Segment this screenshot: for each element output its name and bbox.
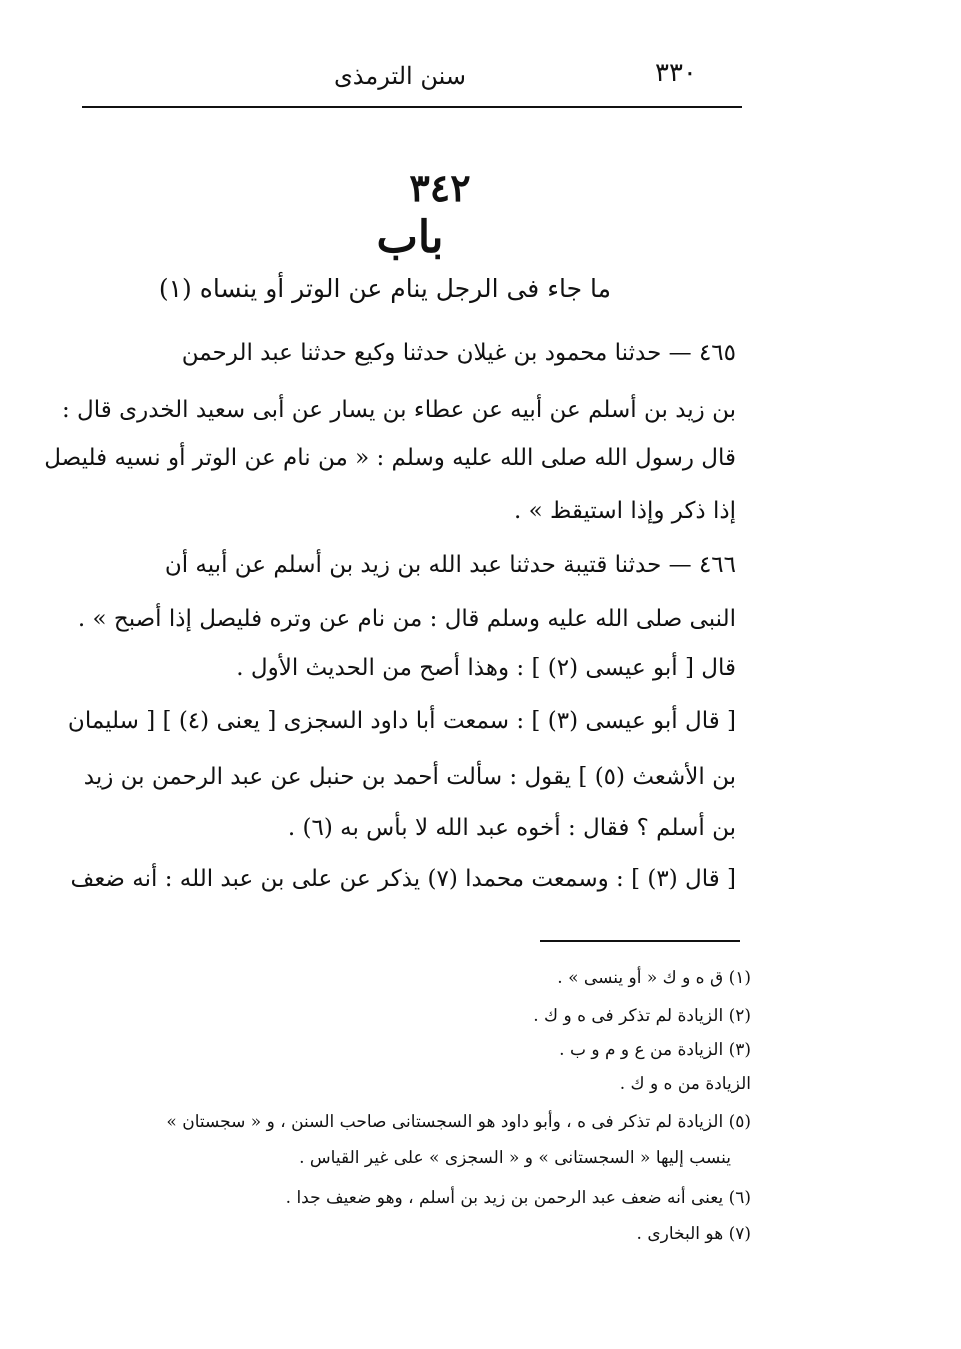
hadith-466-line-1: ٤٦٦ — حدثنا قتيبة حدثنا عبد الله بن زيد بن أسلم عن أبيه أن — [164, 552, 736, 578]
footnote-5-line-1: (٥) الزيادة لم تذكر فى ه ، وأبو داود هو السجستانى صاحب السنن ، و « سجستان » — [166, 1112, 751, 1132]
header-rule — [82, 106, 742, 108]
hadith-465-line-1: ٤٦٥ — حدثنا محمود بن غيلان حدثنا وكيع حدثنا عبد الرحمن — [181, 340, 736, 366]
footnote-5-line-2: ينسب إليها « السجستانى » و « السجزى » على غير القياس . — [299, 1148, 731, 1168]
hadith-465-line-3: قال رسول الله صلى الله عليه وسلم : « من نام عن الوتر أو نسيه فليصل — [44, 445, 736, 471]
footnote-7: (٧) هو البخارى . — [636, 1224, 751, 1244]
section-heading: باب — [376, 212, 444, 263]
commentary-line-5: [ قال (٣) ] : وسمعت محمدا (٧) يذكر عن على بن عبد الله : أنه ضعف — [70, 866, 736, 892]
footnote-6: (٦) يعنى أنه ضعف عبد الرحمن بن زيد بن أسلم ، وهو ضعيف جدا . — [285, 1188, 751, 1208]
running-title: سنن الترمذى — [334, 62, 466, 90]
footnote-2: (٢) الزيادة لم تذكر فى ه و ك . — [533, 1006, 751, 1026]
commentary-line-3: بن الأشعث (٥) ] يقول : سألت أحمد بن حنبل عن عبد الرحمن بن زيد — [83, 764, 736, 790]
footnote-1: (١) ق ه و ك « أو ينسى » . — [557, 968, 751, 988]
commentary-line-1: قال [ أبو عيسى (٢) ] : وهذا أصح من الحديث الأول . — [236, 655, 736, 681]
section-subtitle: ما جاء فى الرجل ينام عن الوتر أو ينساه (١) — [158, 274, 611, 303]
commentary-line-2: [ قال أبو عيسى (٣) ] : سمعت أبا داود السجزى [ يعنى (٤) ] [ سليمان — [67, 708, 736, 734]
hadith-465-line-2: بن زيد بن أسلم عن أبيه عن عطاء بن يسار عن أبى سعيد الخدرى قال : — [62, 397, 736, 423]
commentary-line-4: بن أسلم ؟ فقال : أخوه عبد الله لا بأس به (٦) . — [287, 815, 736, 841]
section-number: ٣٤٢ — [409, 165, 471, 210]
page-number: ٣٣٠ — [655, 58, 697, 88]
hadith-465-line-4: إذا ذكر وإذا استيقظ » . — [514, 498, 736, 524]
footnote-rule — [540, 940, 740, 942]
footnote-4: الزيادة من ه و ك . — [619, 1074, 751, 1094]
footnote-3: (٣) الزيادة من ع و م و ب . — [559, 1040, 751, 1060]
hadith-466-line-2: النبى صلى الله عليه وسلم قال : من نام عن وتره فليصل إذا أصبح » . — [77, 606, 736, 632]
